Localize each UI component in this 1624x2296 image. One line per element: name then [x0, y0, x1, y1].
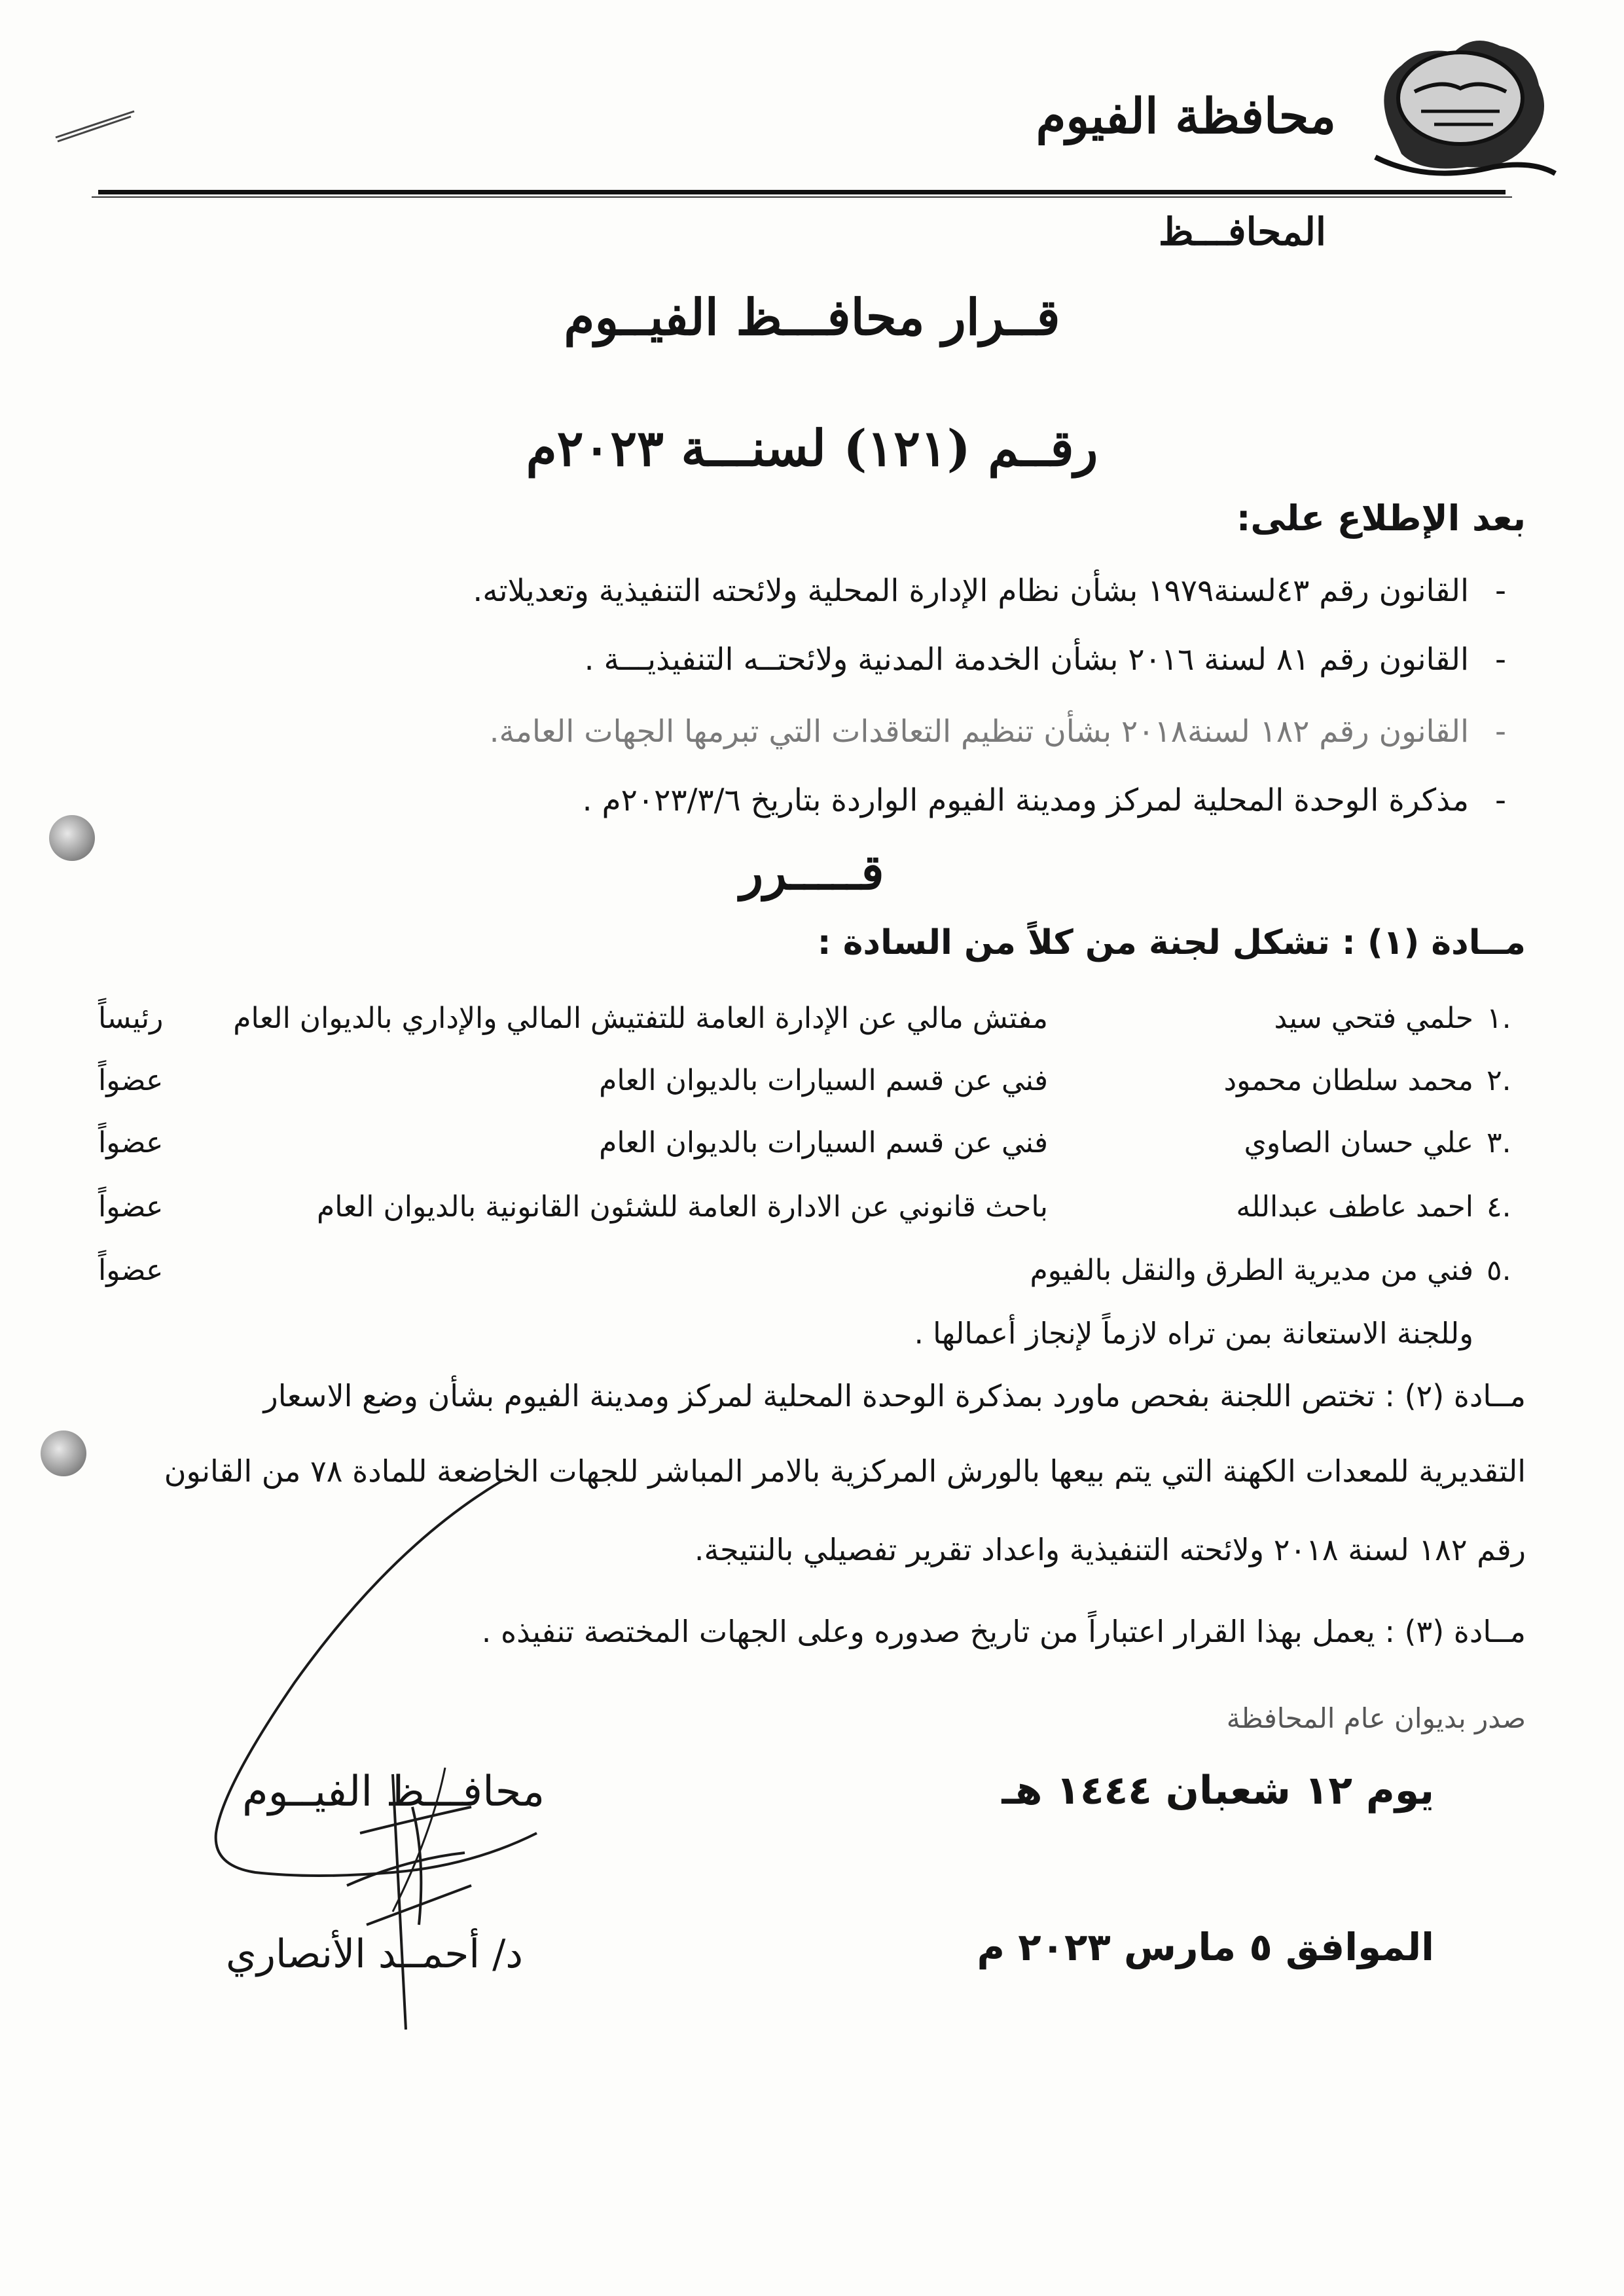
- office-label: المحافـــظ: [1158, 210, 1326, 254]
- member-role: عضواً: [98, 1254, 164, 1287]
- preamble-item: -مذكرة الوحدة المحلية لمركز ومدينة الفيوم الواردة بتاريخ ٢٠٢٣/٣/٦م .: [582, 782, 1506, 818]
- member-job: باحث قانوني عن الادارة العامة للشئون القانونية بالديوان العام: [317, 1190, 1048, 1224]
- governorate-name: محافظة الفيوم: [1036, 88, 1336, 145]
- decree-number: رقــم (١٢١) لسنـــة ٢٠٢٣م: [526, 419, 1098, 477]
- preamble-item: -القانون رقم ١٨٢ لسنة٢٠١٨ بشأن تنظيم التعاقدات التي تبرمها الجهات العامة.: [489, 714, 1506, 750]
- article-2-line: رقم ١٨٢ لسنة ٢٠١٨ ولائحته التنفيذية واعداد تقرير تفصيلي بالنتيجة.: [694, 1532, 1526, 1567]
- member-number: .٢: [1487, 1064, 1511, 1097]
- member-job: فني عن قسم السيارات بالديوان العام: [599, 1064, 1048, 1097]
- member-number: .٤: [1487, 1190, 1511, 1224]
- punch-hole: [49, 815, 95, 861]
- punch-hole: [41, 1430, 86, 1476]
- header-divider-thin: [92, 196, 1512, 198]
- header-divider: [98, 190, 1506, 194]
- member-name: احمد عاطف عبدالله: [1236, 1190, 1473, 1224]
- member-number: .٣: [1487, 1126, 1511, 1159]
- signatory-title: محافـــظ الفيــوم: [242, 1768, 545, 1816]
- member-job: مفتش مالي عن الإدارة العامة للتفتيش المالي والإداري بالديوان العام: [233, 1002, 1048, 1035]
- article-2-line: مــادة (٢) : تختص اللجنة بفحص ماورد بمذكرة الوحدة المحلية لمركز ومدينة الفيوم بشأن وضع الاسعار: [263, 1378, 1526, 1413]
- decided-heading: قـــــرر: [740, 845, 884, 901]
- signatory-name: د/ أحمــد الأنصاري: [226, 1931, 524, 1977]
- preamble-item: -القانون رقم ٨١ لسنة ٢٠١٦ بشأن الخدمة المدنية ولائحتــه التنفيذيـــة .: [584, 642, 1506, 678]
- governorate-emblem-icon: [1362, 26, 1559, 196]
- member-name: محمد سلطان محمود: [1223, 1064, 1473, 1097]
- article-1-heading: مــادة (١) : تشكل لجنة من كلاً من السادة :: [817, 923, 1526, 962]
- preamble-item: -القانون رقم ٤٣لسنة١٩٧٩ بشأن نظام الإدارة المحلية ولائحته التنفيذية وتعديلاته.: [473, 573, 1506, 609]
- gregorian-date: الموافق ٥ مارس ٢٠٢٣ م: [977, 1925, 1434, 1969]
- article-2-line: التقديرية للمعدات الكهنة التي يتم بيعها بالورش المركزية بالامر المباشر للجهات الخاضعة للمادة ٧٨ من القانون: [164, 1453, 1526, 1489]
- assistance-note: وللجنة الاستعانة بمن تراه لازماً لإنجاز أعمالها .: [914, 1316, 1473, 1351]
- pen-mark-icon: [52, 105, 137, 144]
- member-role: رئيساً: [98, 1002, 164, 1035]
- member-role: عضواً: [98, 1190, 164, 1224]
- member-name: حلمي فتحي سيد: [1274, 1002, 1473, 1035]
- decree-title: قــرار محافـــظ الفيــوم: [564, 288, 1060, 346]
- issued-at: صدر بديوان عام المحافظة: [1226, 1702, 1526, 1734]
- hijri-date: يوم ١٢ شعبان ١٤٤٤ هـ: [1001, 1768, 1434, 1813]
- member-number: .٥: [1487, 1254, 1511, 1287]
- member-role: عضواً: [98, 1064, 164, 1097]
- preamble-heading: بعد الإطلاع على:: [1236, 498, 1526, 539]
- article-3: مــادة (٣) : يعمل بهذا القرار اعتباراً من تاريخ صدوره وعلى الجهات المختصة تنفيذه .: [481, 1614, 1526, 1649]
- member-name: علي حسان الصاوي: [1244, 1126, 1473, 1159]
- member-name: فني من مديرية الطرق والنقل بالفيوم: [1030, 1254, 1473, 1287]
- member-role: عضواً: [98, 1126, 164, 1159]
- member-number: .١: [1487, 1002, 1511, 1035]
- member-job: فني عن قسم السيارات بالديوان العام: [599, 1126, 1048, 1159]
